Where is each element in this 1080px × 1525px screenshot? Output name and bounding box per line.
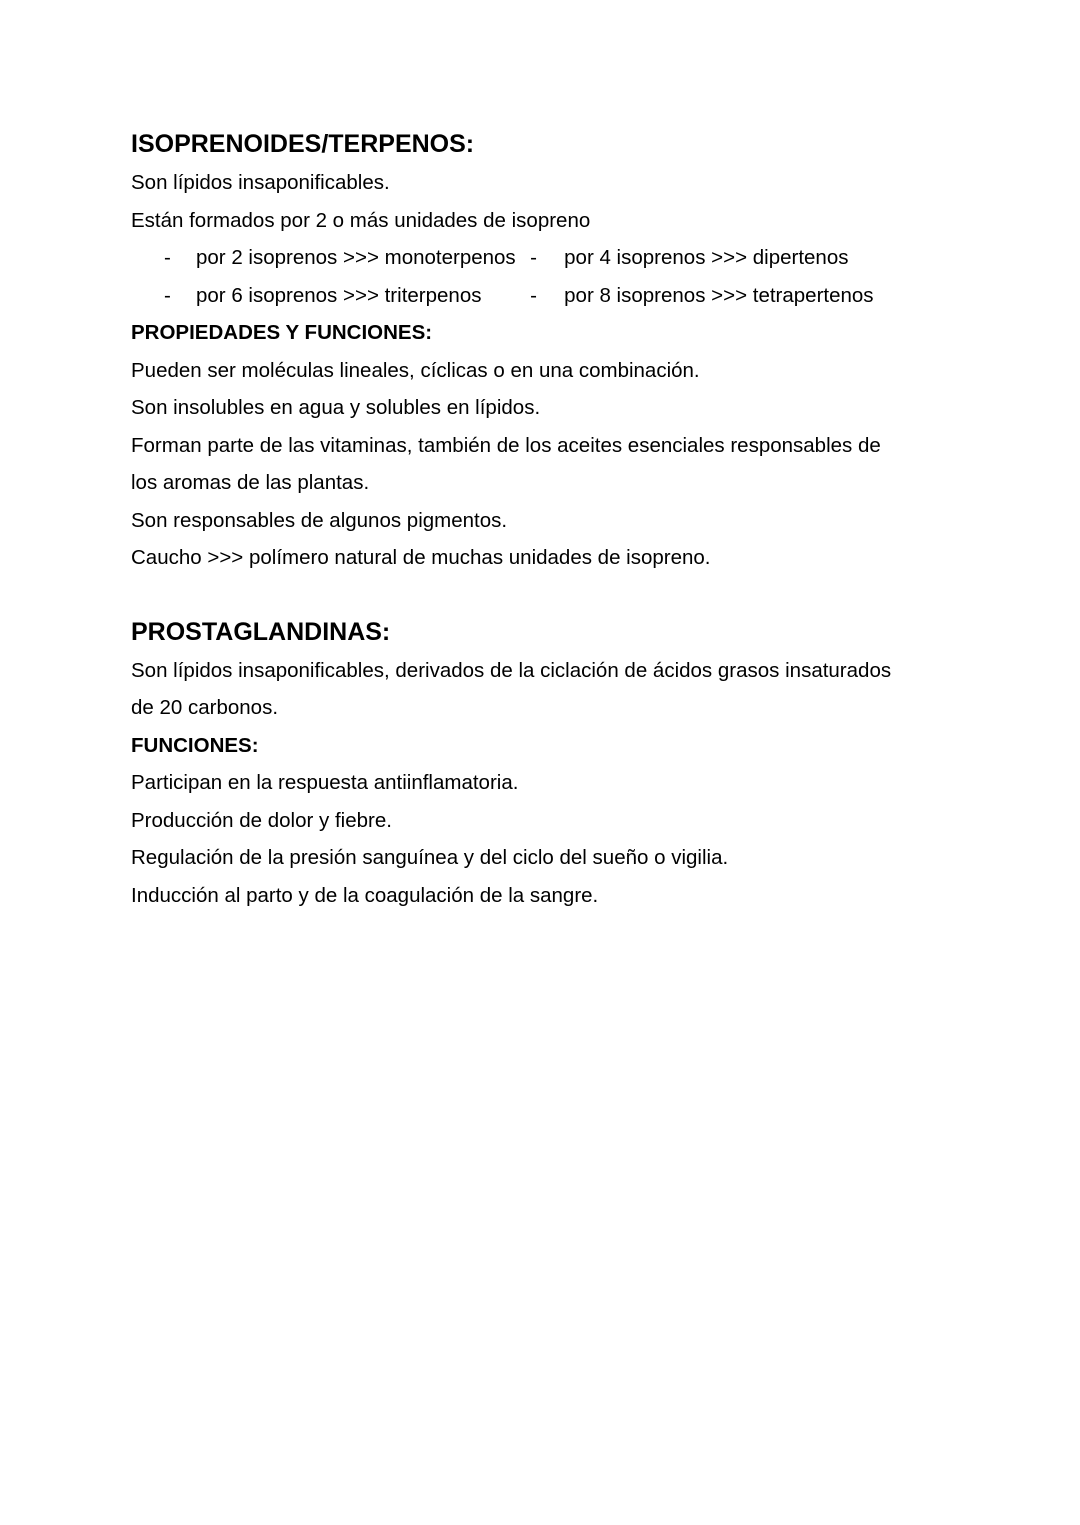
isoprene-bullet-list xyxy=(131,239,961,314)
text-line: Son lípidos insaponificables. xyxy=(131,171,390,194)
bullet-dash: - xyxy=(164,283,171,307)
bullet-item xyxy=(531,239,961,277)
bullet-text: por 8 isoprenos >>> tetrapertenos xyxy=(564,283,874,307)
text-line: los aromas de las plantas. xyxy=(131,471,370,494)
text-line: Caucho >>> polímero natural de muchas unidades de isopreno. xyxy=(131,546,711,569)
text-line: de 20 carbonos. xyxy=(131,696,279,719)
text-line: Regulación de la presión sanguínea y del ciclo del sueño o vigilia. xyxy=(131,846,729,869)
text-line: Forman parte de las vitaminas, también de los aceites esenciales responsables de xyxy=(131,433,881,457)
text-line: Están formados por 2 o más unidades de isopreno xyxy=(131,208,591,232)
bullet-row xyxy=(131,239,961,277)
section-title-prostaglandinas: PROSTAGLANDINAS: xyxy=(131,617,391,646)
subheading-propiedades: PROPIEDADES Y FUNCIONES: xyxy=(131,321,433,344)
bullet-dash: - xyxy=(530,283,537,307)
section-spacer xyxy=(131,577,961,614)
bullet-dash: - xyxy=(530,246,537,269)
document-content xyxy=(131,126,961,914)
bullet-text: por 2 isoprenos >>> monoterpenos xyxy=(196,246,516,269)
bullet-item xyxy=(131,277,531,315)
text-line: Son lípidos insaponificables, derivados de la ciclación de ácidos grasos insaturados xyxy=(131,658,892,682)
bullet-text: por 4 isoprenos >>> dipertenos xyxy=(564,246,849,269)
bullet-text: por 6 isoprenos >>> triterpenos xyxy=(196,283,482,307)
bullet-item xyxy=(531,277,961,315)
text-line: Participan en la respuesta antiinflamatoria. xyxy=(131,771,519,794)
text-line: Inducción al parto y de la coagulación de la sangre. xyxy=(131,883,599,907)
text-line: Pueden ser moléculas lineales, cíclicas o en una combinación. xyxy=(131,358,700,382)
text-line: Producción de dolor y fiebre. xyxy=(131,808,392,832)
text-line: Son insolubles en agua y solubles en lípidos. xyxy=(131,396,541,419)
bullet-dash: - xyxy=(164,246,171,269)
subheading-funciones: FUNCIONES: xyxy=(131,733,259,757)
text-line: Son responsables de algunos pigmentos. xyxy=(131,508,508,532)
bullet-row xyxy=(131,277,961,315)
section-title-isoprenoides: ISOPRENOIDES/TERPENOS: xyxy=(131,130,475,158)
bullet-item xyxy=(131,239,531,277)
